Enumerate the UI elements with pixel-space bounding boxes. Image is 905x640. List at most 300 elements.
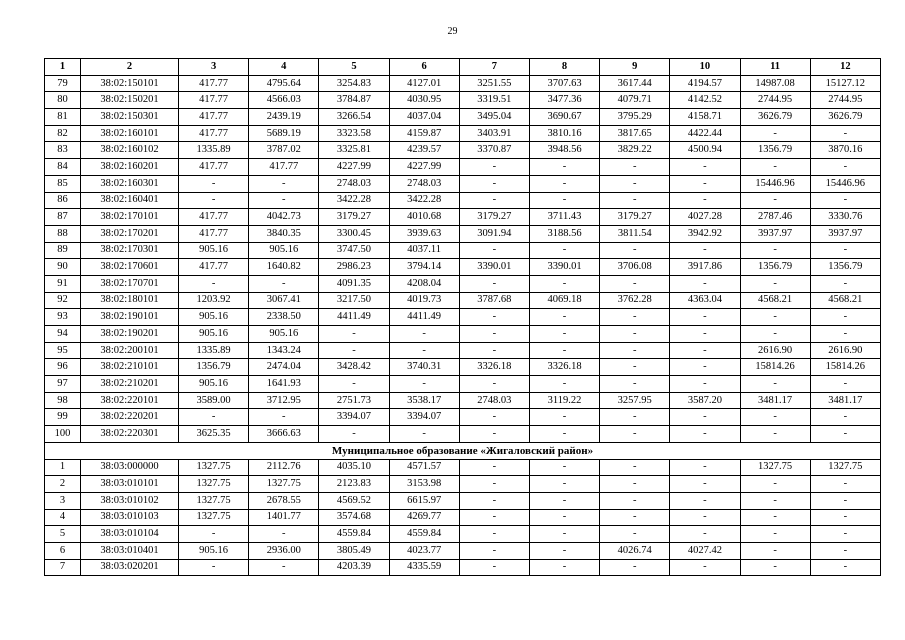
table-cell: 905.16 — [249, 326, 319, 343]
table-cell: 4035.10 — [319, 459, 389, 476]
table-cell: 79 — [45, 75, 81, 92]
table-cell: 3787.02 — [249, 142, 319, 159]
table-cell: 38:02:190101 — [81, 309, 179, 326]
table-cell: - — [319, 342, 389, 359]
table-cell: - — [179, 275, 249, 292]
table-row — [45, 342, 881, 359]
table-cell: - — [670, 426, 740, 443]
table-cell: 38:03:010104 — [81, 526, 179, 543]
table-cell: 3805.49 — [319, 542, 389, 559]
table-cell: - — [600, 242, 670, 259]
table-cell: 3711.43 — [529, 209, 599, 226]
table-cell: 2616.90 — [740, 342, 810, 359]
table-cell: 4568.21 — [810, 292, 880, 309]
table-cell: - — [319, 426, 389, 443]
table-cell: 2748.03 — [319, 175, 389, 192]
table-cell: 4026.74 — [600, 542, 670, 559]
table-row — [45, 225, 881, 242]
table-cell: - — [179, 526, 249, 543]
table-cell: - — [529, 275, 599, 292]
table-cell: 3787.68 — [459, 292, 529, 309]
table-cell: 38:03:010102 — [81, 492, 179, 509]
table-row — [45, 426, 881, 443]
table-cell: 4127.01 — [389, 75, 459, 92]
column-header: 2 — [81, 59, 179, 76]
table-cell: 4 — [45, 509, 81, 526]
table-cell: 2748.03 — [389, 175, 459, 192]
table-cell: 1327.75 — [179, 459, 249, 476]
table-row — [45, 259, 881, 276]
table-cell: 417.77 — [179, 209, 249, 226]
table-cell: - — [670, 359, 740, 376]
table-cell: 3747.50 — [319, 242, 389, 259]
table-cell: 95 — [45, 342, 81, 359]
table-cell: 3422.28 — [389, 192, 459, 209]
data-table — [44, 58, 881, 576]
table-row — [45, 292, 881, 309]
table-cell: - — [529, 542, 599, 559]
table-cell: - — [389, 326, 459, 343]
table-cell: - — [529, 509, 599, 526]
table-cell: 3188.56 — [529, 225, 599, 242]
table-cell: - — [249, 409, 319, 426]
table-cell: 4411.49 — [319, 309, 389, 326]
table-cell: - — [740, 526, 810, 543]
table-row — [45, 309, 881, 326]
table-cell: - — [600, 476, 670, 493]
table-cell: - — [670, 326, 740, 343]
table-cell: 6615.97 — [389, 492, 459, 509]
table-cell: 38:02:160301 — [81, 175, 179, 192]
table-cell: 38:03:020201 — [81, 559, 179, 576]
table-cell: - — [740, 409, 810, 426]
table-cell: 3626.79 — [810, 109, 880, 126]
table-cell: 4027.28 — [670, 209, 740, 226]
table-cell: 3266.54 — [319, 109, 389, 126]
table-cell: - — [459, 476, 529, 493]
table-cell: 3179.27 — [459, 209, 529, 226]
table-cell: - — [459, 542, 529, 559]
table-row — [45, 175, 881, 192]
table-cell: 2474.04 — [249, 359, 319, 376]
table-cell: 99 — [45, 409, 81, 426]
table-cell: - — [600, 326, 670, 343]
table-cell: 38:02:220301 — [81, 426, 179, 443]
table-header-row — [45, 59, 881, 76]
table-cell: 5689.19 — [249, 125, 319, 142]
table-cell: - — [740, 125, 810, 142]
table-cell: 3319.51 — [459, 92, 529, 109]
column-header: 10 — [670, 59, 740, 76]
table-cell: 38:02:170201 — [81, 225, 179, 242]
table-body — [45, 75, 881, 576]
table-cell: - — [740, 426, 810, 443]
table-cell: - — [529, 309, 599, 326]
table-cell: - — [670, 242, 740, 259]
table-cell: 38:03:010101 — [81, 476, 179, 493]
table-cell: 1327.75 — [179, 476, 249, 493]
table-cell: 2439.19 — [249, 109, 319, 126]
table-cell: 3091.94 — [459, 225, 529, 242]
table-row — [45, 159, 881, 176]
table-cell: 38:02:160201 — [81, 159, 179, 176]
table-cell: 2744.95 — [810, 92, 880, 109]
table-cell: 3587.20 — [670, 392, 740, 409]
table-cell: 2338.50 — [249, 309, 319, 326]
table-cell: 94 — [45, 326, 81, 343]
table-row — [45, 242, 881, 259]
table-cell: - — [459, 426, 529, 443]
table-cell: 4142.52 — [670, 92, 740, 109]
table-cell: - — [670, 559, 740, 576]
table-cell: 1343.24 — [249, 342, 319, 359]
table-cell: 15127.12 — [810, 75, 880, 92]
table-cell: 15446.96 — [810, 175, 880, 192]
table-cell: - — [249, 275, 319, 292]
table-cell: - — [600, 359, 670, 376]
table-cell: 1335.89 — [179, 342, 249, 359]
table-cell: - — [740, 509, 810, 526]
table-cell: 90 — [45, 259, 81, 276]
table-cell: 1327.75 — [179, 492, 249, 509]
table-cell: - — [810, 159, 880, 176]
table-cell: 2616.90 — [810, 342, 880, 359]
table-cell: 38:02:150201 — [81, 92, 179, 109]
table-cell: - — [740, 492, 810, 509]
table-cell: 3870.16 — [810, 142, 880, 159]
table-row — [45, 392, 881, 409]
table-cell: 5 — [45, 526, 81, 543]
table-cell: - — [670, 342, 740, 359]
table-cell: 4500.94 — [670, 142, 740, 159]
table-cell: 4335.59 — [389, 559, 459, 576]
table-cell: 3817.65 — [600, 125, 670, 142]
table-cell: - — [810, 125, 880, 142]
table-cell: 417.77 — [179, 92, 249, 109]
table-cell: 4069.18 — [529, 292, 599, 309]
table-cell: 3666.63 — [249, 426, 319, 443]
table-cell: 905.16 — [179, 242, 249, 259]
table-cell: - — [600, 509, 670, 526]
table-cell: - — [740, 542, 810, 559]
column-header: 7 — [459, 59, 529, 76]
table-cell: 1327.75 — [810, 459, 880, 476]
column-header: 9 — [600, 59, 670, 76]
page-number: 29 — [447, 26, 458, 37]
table-cell: 83 — [45, 142, 81, 159]
table-cell: - — [459, 492, 529, 509]
table-cell: - — [459, 309, 529, 326]
table-cell: 3179.27 — [600, 209, 670, 226]
table-cell: 3574.68 — [319, 509, 389, 526]
table-cell: 3937.97 — [810, 225, 880, 242]
table-cell: 1 — [45, 459, 81, 476]
table-cell: 38:02:160101 — [81, 125, 179, 142]
table-cell: 38:02:220101 — [81, 392, 179, 409]
table-cell: 3251.55 — [459, 75, 529, 92]
table-cell: - — [810, 476, 880, 493]
table-cell: - — [529, 342, 599, 359]
table-cell: 3067.41 — [249, 292, 319, 309]
table-cell: 38:02:150301 — [81, 109, 179, 126]
table-cell: - — [319, 376, 389, 393]
table-cell: 4411.49 — [389, 309, 459, 326]
table-cell: - — [670, 275, 740, 292]
table-cell: 2123.83 — [319, 476, 389, 493]
table-cell: - — [529, 526, 599, 543]
table-cell: 417.77 — [179, 125, 249, 142]
table-cell: 4422.44 — [670, 125, 740, 142]
table-cell: - — [459, 159, 529, 176]
table-cell: 3762.28 — [600, 292, 670, 309]
table-row — [45, 376, 881, 393]
table-cell: 4037.11 — [389, 242, 459, 259]
table-cell: 3794.14 — [389, 259, 459, 276]
table-cell: 417.77 — [179, 109, 249, 126]
table-cell: 3495.04 — [459, 109, 529, 126]
table-cell: 38:02:200101 — [81, 342, 179, 359]
table-row — [45, 542, 881, 559]
table-cell: 4023.77 — [389, 542, 459, 559]
table-cell: 3942.92 — [670, 225, 740, 242]
table-cell: - — [179, 409, 249, 426]
table-cell: 4042.73 — [249, 209, 319, 226]
table-cell: 4795.64 — [249, 75, 319, 92]
table-cell: 4030.95 — [389, 92, 459, 109]
table-cell: 417.77 — [249, 159, 319, 176]
table-cell: - — [670, 309, 740, 326]
table-cell: 2678.55 — [249, 492, 319, 509]
table-cell: 38:03:010103 — [81, 509, 179, 526]
table-cell: - — [249, 559, 319, 576]
table-cell: - — [740, 559, 810, 576]
table-cell: 3939.63 — [389, 225, 459, 242]
table-cell: 3119.22 — [529, 392, 599, 409]
table-cell: 3617.44 — [600, 75, 670, 92]
table-cell: 3179.27 — [319, 209, 389, 226]
table-row — [45, 209, 881, 226]
table-cell: 1356.79 — [740, 142, 810, 159]
table-cell: 1401.77 — [249, 509, 319, 526]
table-cell: 89 — [45, 242, 81, 259]
table-cell: 4559.84 — [319, 526, 389, 543]
table-cell: - — [670, 509, 740, 526]
table-cell: 3390.01 — [459, 259, 529, 276]
table-cell: - — [810, 409, 880, 426]
table-cell: 905.16 — [179, 309, 249, 326]
table-cell: 4239.57 — [389, 142, 459, 159]
table-cell: - — [810, 192, 880, 209]
table-cell: 14987.08 — [740, 75, 810, 92]
table-cell: 4363.04 — [670, 292, 740, 309]
table-cell: - — [529, 159, 599, 176]
table-cell: 3257.95 — [600, 392, 670, 409]
table-cell: - — [600, 526, 670, 543]
table-cell: 3323.58 — [319, 125, 389, 142]
table-cell: - — [529, 426, 599, 443]
table-cell: 417.77 — [179, 259, 249, 276]
table-cell: 4566.03 — [249, 92, 319, 109]
table-cell: - — [529, 459, 599, 476]
table-cell: 1203.92 — [179, 292, 249, 309]
table-cell: - — [810, 509, 880, 526]
table-cell: - — [249, 175, 319, 192]
table-cell: 4037.04 — [389, 109, 459, 126]
table-cell: - — [670, 376, 740, 393]
table-cell: - — [529, 376, 599, 393]
table-row — [45, 476, 881, 493]
table-cell: 3326.18 — [529, 359, 599, 376]
table-cell: - — [670, 526, 740, 543]
table-cell: 3481.17 — [740, 392, 810, 409]
table-cell: 417.77 — [179, 225, 249, 242]
table-cell: 3330.76 — [810, 209, 880, 226]
table-cell: - — [670, 175, 740, 192]
table-cell: 3370.87 — [459, 142, 529, 159]
table-cell: 4569.52 — [319, 492, 389, 509]
table-cell: 3477.36 — [529, 92, 599, 109]
table-cell: 3394.07 — [319, 409, 389, 426]
table-cell: 86 — [45, 192, 81, 209]
table-cell: - — [600, 309, 670, 326]
table-cell: 2748.03 — [459, 392, 529, 409]
table-cell: - — [600, 492, 670, 509]
table-cell: 81 — [45, 109, 81, 126]
table-cell: 15814.26 — [810, 359, 880, 376]
table-cell: - — [529, 326, 599, 343]
table-cell: - — [249, 192, 319, 209]
table-cell: - — [459, 459, 529, 476]
table-row — [45, 275, 881, 292]
table-cell: - — [670, 159, 740, 176]
table-cell: - — [810, 376, 880, 393]
table-cell: 92 — [45, 292, 81, 309]
table-cell: 3917.86 — [670, 259, 740, 276]
column-header: 6 — [389, 59, 459, 76]
table-cell: 905.16 — [179, 542, 249, 559]
table-cell: 3810.16 — [529, 125, 599, 142]
table-cell: 15446.96 — [740, 175, 810, 192]
table-cell: - — [740, 275, 810, 292]
table-cell: 905.16 — [179, 376, 249, 393]
table-cell: - — [179, 559, 249, 576]
table-cell: - — [529, 559, 599, 576]
table-cell: - — [459, 326, 529, 343]
table-cell: - — [459, 376, 529, 393]
table-row — [45, 75, 881, 92]
table-cell: 3707.63 — [529, 75, 599, 92]
table-cell: 85 — [45, 175, 81, 192]
table-cell: 2986.23 — [319, 259, 389, 276]
table-row — [45, 492, 881, 509]
table-cell: 4568.21 — [740, 292, 810, 309]
column-header: 3 — [179, 59, 249, 76]
table-cell: - — [459, 242, 529, 259]
table-row — [45, 326, 881, 343]
table-cell: 3948.56 — [529, 142, 599, 159]
table-cell: 417.77 — [179, 159, 249, 176]
table-cell: 3254.83 — [319, 75, 389, 92]
table-cell: - — [179, 175, 249, 192]
table-cell: 4159.87 — [389, 125, 459, 142]
table-cell: - — [600, 159, 670, 176]
table-cell: 4079.71 — [600, 92, 670, 109]
table-row — [45, 409, 881, 426]
table-cell: - — [670, 492, 740, 509]
table-cell: 38:02:190201 — [81, 326, 179, 343]
table-cell: 3811.54 — [600, 225, 670, 242]
table-cell: - — [670, 192, 740, 209]
table-cell: - — [529, 192, 599, 209]
table-cell: 4010.68 — [389, 209, 459, 226]
table-cell: 1335.89 — [179, 142, 249, 159]
table-cell: - — [459, 175, 529, 192]
table-cell: 3740.31 — [389, 359, 459, 376]
table-cell: 3300.45 — [319, 225, 389, 242]
table-cell: - — [600, 426, 670, 443]
table-cell: 38:02:170101 — [81, 209, 179, 226]
table-cell: 2787.46 — [740, 209, 810, 226]
table-cell: - — [810, 275, 880, 292]
table-cell: 38:02:150101 — [81, 75, 179, 92]
table-cell: - — [319, 326, 389, 343]
table-row — [45, 559, 881, 576]
table-cell: 97 — [45, 376, 81, 393]
table-cell: 2936.00 — [249, 542, 319, 559]
table-cell: 3394.07 — [389, 409, 459, 426]
table-row — [45, 142, 881, 159]
table-cell: 38:02:210101 — [81, 359, 179, 376]
table-row — [45, 526, 881, 543]
table-cell: 38:02:180101 — [81, 292, 179, 309]
table-cell: 3706.08 — [600, 259, 670, 276]
table-cell: - — [810, 526, 880, 543]
table-cell: - — [459, 559, 529, 576]
table-cell: 38:02:220201 — [81, 409, 179, 426]
table-cell: - — [529, 409, 599, 426]
table-row — [45, 92, 881, 109]
table-cell: 15814.26 — [740, 359, 810, 376]
column-header: 1 — [45, 59, 81, 76]
table-cell: 4019.73 — [389, 292, 459, 309]
table-cell: 3 — [45, 492, 81, 509]
table-cell: - — [740, 476, 810, 493]
table-cell: 3481.17 — [810, 392, 880, 409]
section-title: Муниципальное образование «Жигаловский район» — [45, 442, 881, 459]
table-cell: 3690.67 — [529, 109, 599, 126]
table-cell: 4227.99 — [319, 159, 389, 176]
table-cell: - — [529, 242, 599, 259]
table-cell: 1356.79 — [810, 259, 880, 276]
table-cell: - — [459, 275, 529, 292]
table-cell: - — [529, 492, 599, 509]
table-cell: 3325.81 — [319, 142, 389, 159]
table-cell: 3626.79 — [740, 109, 810, 126]
table-cell: - — [529, 175, 599, 192]
table-cell: - — [600, 192, 670, 209]
table-cell: 38:03:000000 — [81, 459, 179, 476]
table-cell: 2 — [45, 476, 81, 493]
table-cell: - — [529, 476, 599, 493]
table-cell: 3428.42 — [319, 359, 389, 376]
table-cell: 3403.91 — [459, 125, 529, 142]
table-cell: 2751.73 — [319, 392, 389, 409]
table-cell: 1327.75 — [179, 509, 249, 526]
table-cell: 3840.35 — [249, 225, 319, 242]
table-cell: - — [810, 326, 880, 343]
table-cell: 38:02:170701 — [81, 275, 179, 292]
column-header: 5 — [319, 59, 389, 76]
